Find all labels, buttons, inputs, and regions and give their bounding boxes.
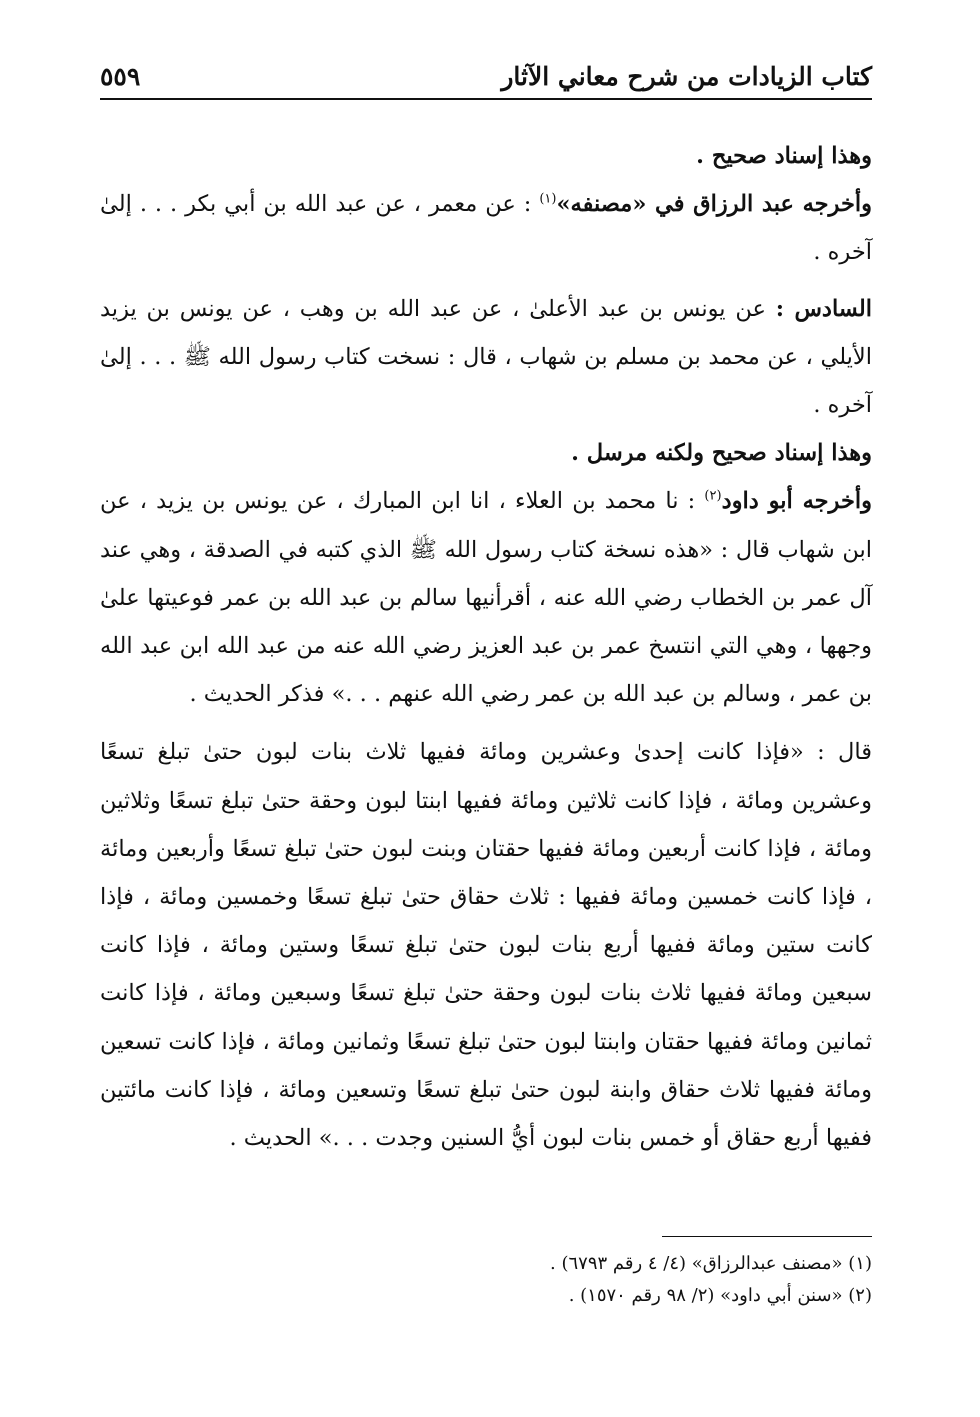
paragraph-2 <box>100 180 872 276</box>
footnote-ref-1: (١) <box>539 191 557 207</box>
paragraph-text: قال : «فإذا كانت إحدىٰ وعشرين ومائة ففيها ثلاث بنات لبون حتىٰ تبلغ تسعًا وعشرين ومائة ، فإذا كانت ثلاثين ومائة ففيها ابنتا لبون وحقة حتىٰ تبلغ تسعًا وثلاثين ومائة ، فإذا كانت أربعين ومائة ففيها حقتان وبنت لبون حتىٰ تبلغ تسعًا وأربعين ومائة ، فإذا كانت خمسين ومائة ففيها : ثلاث حقاق حتىٰ تبلغ تسعًا وخمسين ومائة ، فإذا كانت ستين ومائة ففيها أربع بنات لبون حتىٰ تبلغ تسعًا وستين ومائة ، فإذا كانت سبعين ومائة ففيها ثلاث بنات لبون وحقة حتىٰ تبلغ تسعًا وسبعين ومائة ، فإذا كانت ثمانين ومائة ففيها حقتان وابنتا لبون حتىٰ تبلغ تسعًا وثمانين ومائة ، فإذا كانت تسعين ومائة ففيها ثلاث حقاق وابنة لبون حتىٰ تبلغ تسعًا وتسعين ومائة ، فإذا كانت مائتين ففيها أربع حقاق أو خمس بنات لبون أيُّ السنين وجدت . . .» الحديث . <box>100 739 872 1152</box>
footnote-ref-2: (٢) <box>704 488 722 504</box>
paragraph-lead: السادس : <box>775 295 872 322</box>
paragraph-lead: وهذا إسناد صحيح . <box>696 143 872 169</box>
paragraph-4 <box>100 429 872 477</box>
paragraph-5 <box>100 477 872 718</box>
paragraph-6 <box>100 728 872 1162</box>
paragraph-1 <box>100 132 872 180</box>
document-page <box>100 58 872 1388</box>
main-text <box>100 132 872 1162</box>
footnotes <box>100 1248 872 1312</box>
running-header <box>100 58 872 100</box>
book-title: كتاب الزيادات من شرح معاني الآثار <box>501 62 872 91</box>
paragraph-3 <box>100 285 872 430</box>
paragraph-lead: وأخرجه عبد الرزاق في «مصنفه» <box>556 191 872 218</box>
paragraph-lead: وهذا إسناد صحيح ولكنه مرسل . <box>571 440 872 467</box>
paragraph-lead: وأخرجه أبو داود <box>721 488 872 515</box>
paragraph-text: : نا محمد بن العلاء ، انا ابن المبارك ، عن يونس بن يزيد ، عن ابن شهاب قال : «هذه نسخة كتاب رسول الله ﷺ الذي كتبه في الصدقة ، وهي عند آل عمر بن الخطاب رضي الله عنه ، أقرأنيها سالم بن عبد الله بن عمر فوعيتها علىٰ وجهها ، وهي التي انتسخ عمر بن عبد العزيز رضي الله عنه من عبد الله ابن عبد الله بن عمر ، وسالم بن عبد الله بن عمر رضي الله عنهم . . .» فذكر الحديث . <box>100 488 872 708</box>
paragraph-text: : عن معمر ، عن عبد الله بن أبي بكر . . . إلىٰ آخره . <box>100 191 872 266</box>
footnote-2: (٢) «سنن أبي داود» (٢/ ٩٨ رقم ١٥٧٠) . <box>568 1285 872 1306</box>
footnote-separator <box>662 1236 872 1237</box>
page-number: ٥٥٩ <box>100 62 141 91</box>
paragraph-text: عن يونس بن عبد الأعلىٰ ، عن عبد الله بن وهب ، عن يونس بن يزيد الأيلي ، عن محمد بن مسلم بن شهاب ، قال : نسخت كتاب رسول الله ﷺ . . . إلىٰ آخره . <box>100 295 872 419</box>
footnote-1: (١) «مصنف عبدالرزاق» (٤/ ٤ رقم ٦٧٩٣) . <box>550 1253 872 1274</box>
